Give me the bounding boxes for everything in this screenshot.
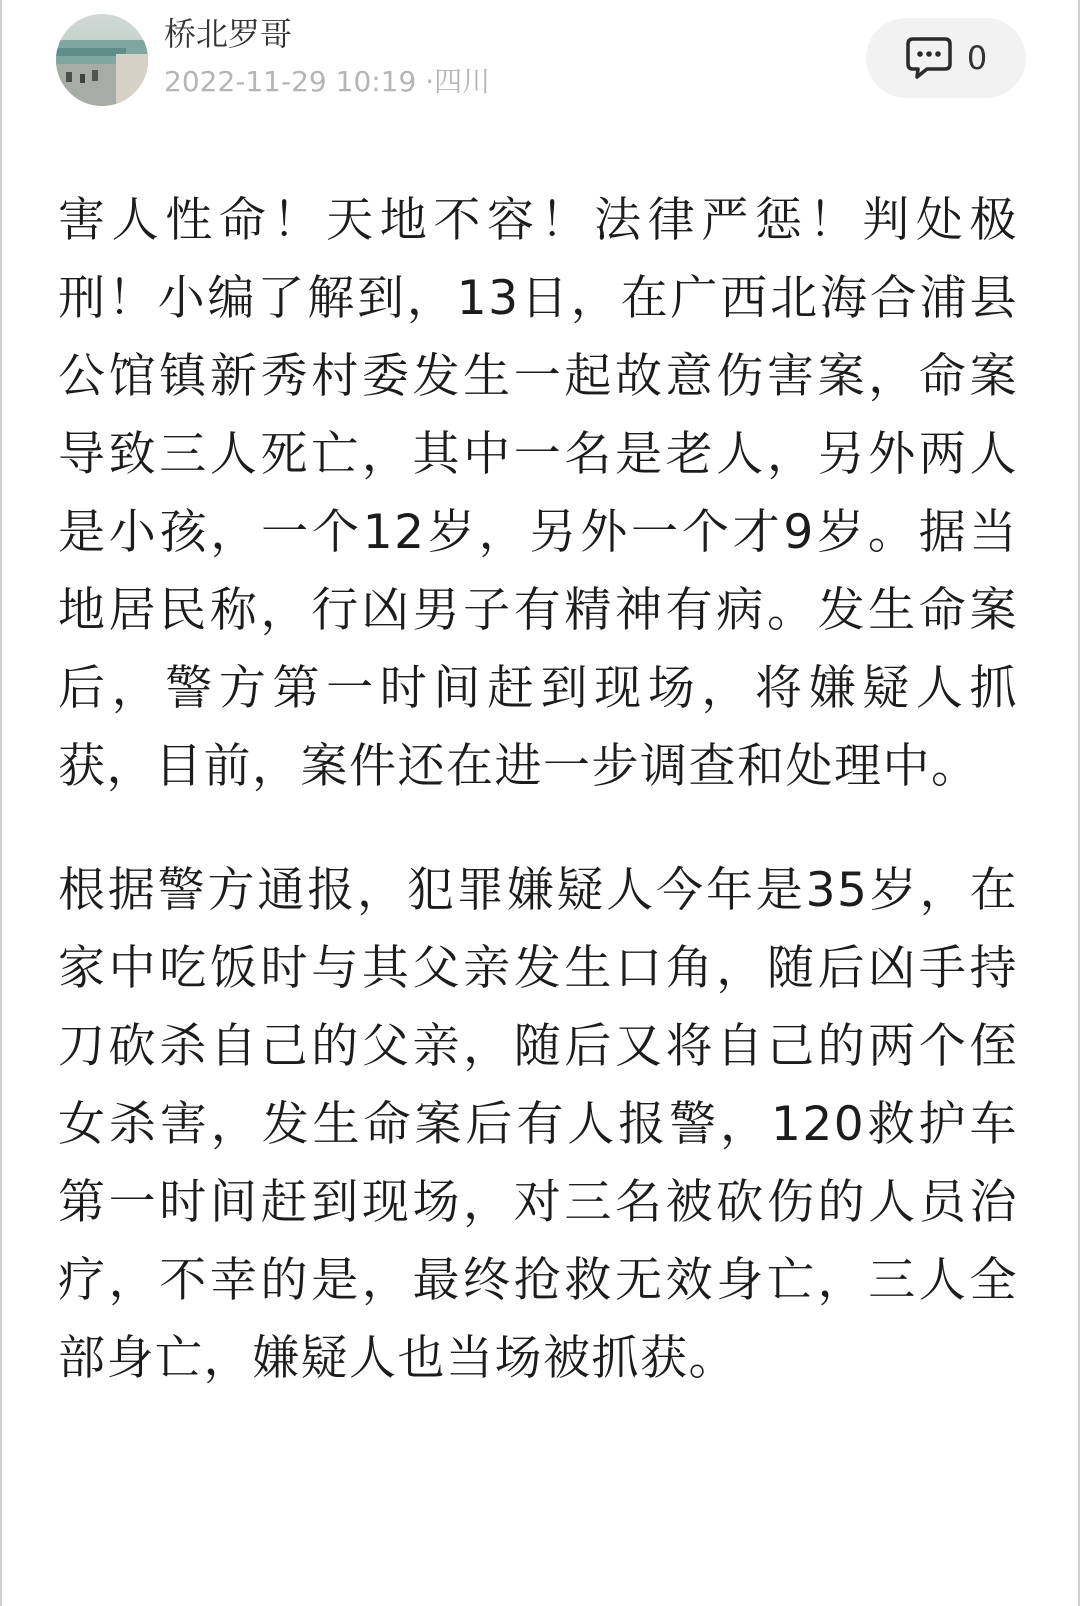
author-name[interactable]: 桥北罗哥	[164, 15, 293, 53]
avatar[interactable]	[56, 14, 148, 106]
article-body	[58, 182, 1018, 1444]
article-paragraph: 害人性命！天地不容！法律严惩！判处极刑！小编了解到，13日，在广西北海合浦县公馆镇新秀村委发生一起故意伤害案，命案导致三人死亡，其中一名是老人，另外两人是小孩，一个12岁，另外一个才9岁。据当地居民称，行凶男子有精神有病。发生命案后，警方第一时间赶到现场，将嫌疑人抓获，目前，案件还在进一步调查和处理中。	[58, 193, 1018, 794]
comment-button[interactable]	[866, 18, 1026, 98]
comment-bubble-icon	[905, 36, 953, 80]
comment-count: 0	[966, 39, 988, 77]
post-meta: 2022-11-29 10:19 ·四川	[164, 65, 491, 98]
article-paragraph: 根据警方通报，犯罪嫌疑人今年是35岁，在家中吃饭时与其父亲发生口角，随后凶手持刀砍杀自己的父亲，随后又将自己的两个侄女杀害，发生命案后有人报警，120救护车第一时间赶到现场，对三名被砍伤的人员治疗，不幸的是，最终抢救无效身亡，三人全部身亡，嫌疑人也当场被抓获。	[58, 863, 1018, 1386]
page-border-left	[0, 0, 2, 1606]
post-header	[56, 10, 1026, 110]
